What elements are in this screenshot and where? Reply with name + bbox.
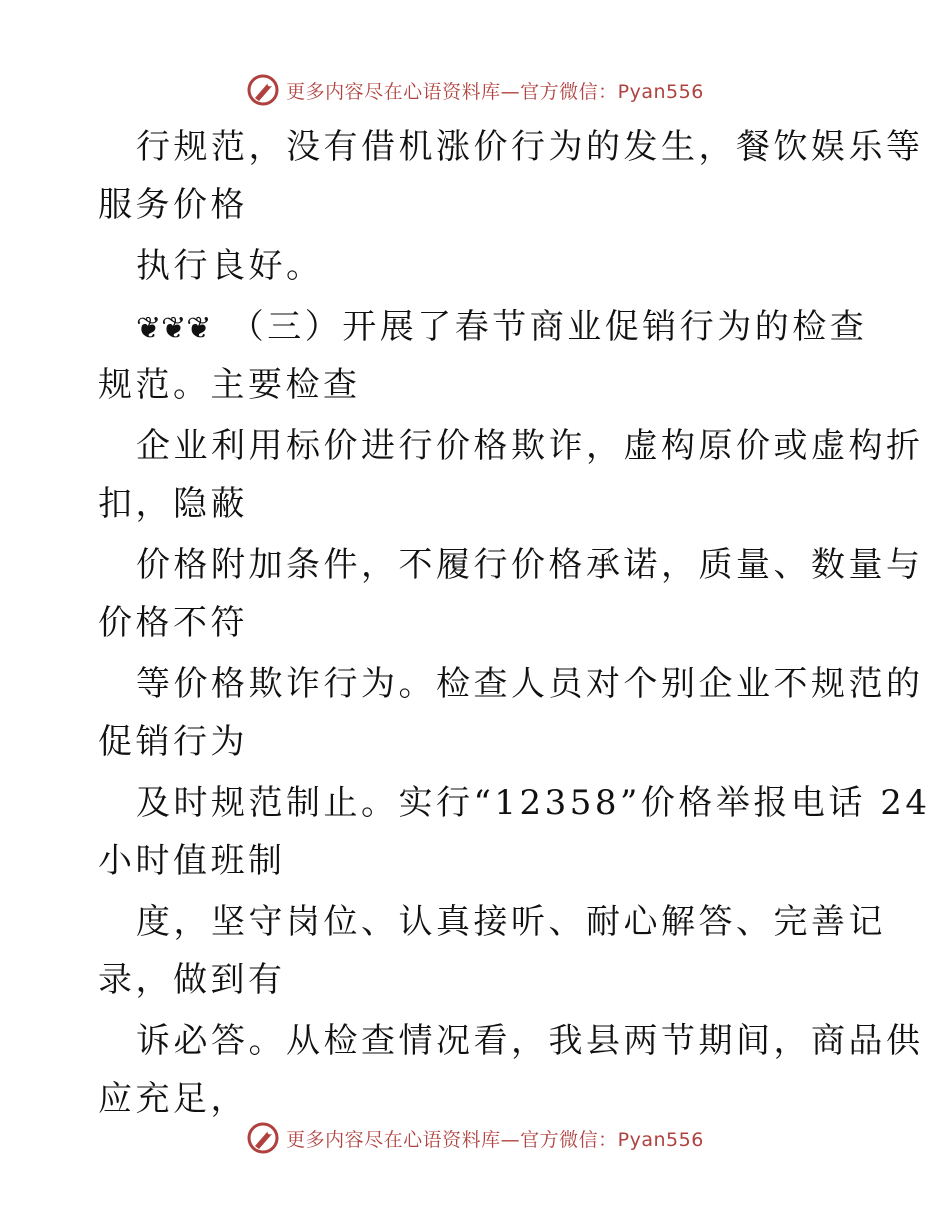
footer-watermark	[0, 1118, 950, 1158]
text-line: 价格不符	[98, 603, 248, 643]
watermark-text: 更多内容尽在心语资料库—官方微信：Pyan556	[286, 1128, 704, 1151]
pen-logo-icon	[246, 73, 280, 107]
text-line: 录，做到有	[98, 960, 286, 1000]
text-line: 执行良好。	[136, 246, 324, 286]
header-watermark	[0, 70, 950, 110]
section-heading-line: ❦❦❦ （三）开展了春节商业促销行为的检查	[98, 298, 854, 356]
text-line: 行规范，没有借机涨价行为的发生，餐饮娱乐等	[136, 127, 924, 167]
text-line: 价格附加条件，不履行价格承诺，质量、数量与	[136, 545, 924, 585]
document-body	[98, 118, 931, 1128]
text-line: 及时规范制止。实行“12358”价格举报电话 24	[136, 783, 931, 823]
text-line: 扣，隐蔽	[98, 484, 248, 524]
pen-logo-icon	[246, 1121, 280, 1155]
text-line: 小时值班制	[98, 841, 286, 881]
text-line: 等价格欺诈行为。检查人员对个别企业不规范的	[136, 664, 924, 704]
text-line: 应充足，	[98, 1079, 248, 1119]
watermark-text: 更多内容尽在心语资料库—官方微信：Pyan556	[286, 80, 704, 103]
text-line: 服务价格	[98, 185, 248, 225]
text-line: 促销行为	[98, 722, 248, 762]
fleuron-ornament-icon: ❦❦❦	[136, 311, 212, 346]
text-line: 规范。主要检查	[98, 365, 361, 405]
text-line: 诉必答。从检查情况看，我县两节期间，商品供	[136, 1021, 924, 1061]
text-line: 度，坚守岗位、认真接听、耐心解答、完善记	[136, 902, 886, 942]
text-line: 企业利用标价进行价格欺诈，虚构原价或虚构折	[136, 426, 924, 466]
